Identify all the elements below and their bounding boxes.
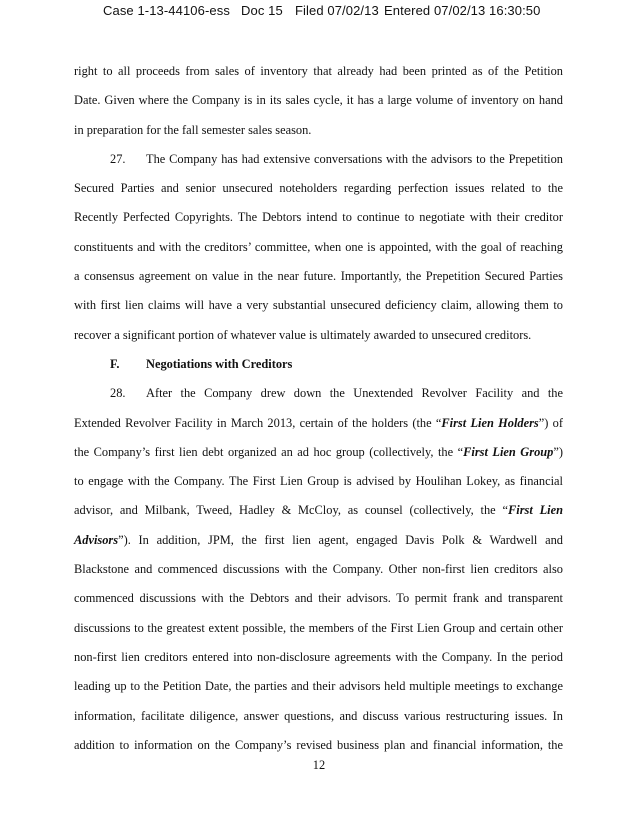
- text-run: the Company’s first lien debt organized an ad hoc group (collectively, the “: [74, 444, 464, 459]
- text-run: ”) of: [538, 415, 563, 430]
- paragraph-line: [74, 445, 563, 474]
- paragraph-27-first-line: [74, 152, 563, 181]
- defined-term: First Lien: [508, 503, 564, 518]
- paragraph-line: [74, 503, 563, 532]
- text-run: Extended Revolver Facility in March 2013, certain of the holders (the “: [74, 415, 442, 430]
- section-heading: [74, 357, 563, 386]
- paragraph-text: After the Company drew down the Unextended Revolver Facility and the: [146, 386, 563, 401]
- paragraph-line: Secured Parties and senior unsecured noteholders regarding perfection issues related to the: [74, 181, 563, 196]
- paragraph-line: right to all proceeds from sales of inventory that already had been printed as of the Petition: [74, 64, 563, 78]
- paragraph-line: to engage with the Company. The First Lien Group is advised by Houlihan Lokey, as financial: [74, 474, 563, 489]
- paragraph-line: Blackstone and commenced discussions with the Company. Other non-first lien creditors also: [74, 562, 563, 577]
- case-header: [0, 0, 638, 22]
- document-body: [74, 64, 563, 767]
- page-number: 12: [312, 758, 326, 772]
- paragraph-line: addition to information on the Company’s revised business plan and financial information, the: [74, 737, 563, 752]
- section-title: Negotiations with Creditors: [146, 356, 293, 371]
- paragraph-line: recover a significant portion of whatever value is ultimately awarded to unsecured creditors.: [74, 327, 532, 342]
- case-number: Case 1-13-44106-ess: [103, 3, 230, 18]
- paragraph-line: [74, 533, 563, 562]
- doc-number: Doc 15: [241, 3, 283, 18]
- paragraph-line: Recently Perfected Copyrights. The Debtors intend to continue to negotiate with their creditor: [74, 210, 563, 225]
- defined-term: First Lien Holders: [441, 415, 539, 430]
- paragraph-line: [74, 416, 563, 445]
- text-run: ”). In addition, JPM, the first lien agent, engaged Davis Polk & Wardwell and: [118, 532, 563, 547]
- paragraph-line: Date. Given where the Company is in its sales cycle, it has a large volume of inventory on hand: [74, 93, 563, 108]
- entered-date: Entered 07/02/13 16:30:50: [384, 3, 541, 18]
- paragraph-text: The Company has had extensive conversations with the advisors to the Prepetition: [146, 151, 563, 166]
- paragraph-28-first-line: [74, 386, 563, 415]
- paragraph-line: commenced discussions with the Debtors and their advisors. To permit frank and transparent: [74, 591, 563, 606]
- defined-term: Advisors: [74, 532, 119, 547]
- text-run: ”): [553, 444, 563, 459]
- paragraph-line: with first lien claims will have a very substantial unsecured deficiency claim, allowing them to: [74, 298, 563, 313]
- paragraph-number: 27.: [110, 151, 126, 166]
- paragraph-number: 28.: [110, 386, 126, 401]
- paragraph-line: non-first lien creditors entered into non-disclosure agreements with the Company. In the period: [74, 649, 563, 664]
- paragraph-line: in preparation for the fall semester sales season.: [74, 122, 312, 137]
- paragraph-line: discussions to the greatest extent possible, the members of the First Lien Group and certain other: [74, 620, 563, 635]
- paragraph-line: leading up to the Petition Date, the parties and their advisors held multiple meetings to exchange: [74, 679, 563, 694]
- defined-term: First Lien Group: [463, 444, 554, 459]
- paragraph-line: information, facilitate diligence, answer questions, and discuss various restructuring issues. In: [74, 708, 563, 723]
- text-run: advisor, and Milbank, Tweed, Hadley & McCloy, as counsel (collectively, the “: [74, 503, 508, 518]
- paragraph-line: a consensus agreement on value in the near future. Importantly, the Prepetition Secured Parties: [74, 269, 563, 284]
- filed-date: Filed 07/02/13: [295, 3, 379, 18]
- section-letter: F.: [110, 356, 120, 371]
- paragraph-line: constituents and with the creditors’ committee, when one is appointed, with the goal of reaching: [74, 239, 563, 254]
